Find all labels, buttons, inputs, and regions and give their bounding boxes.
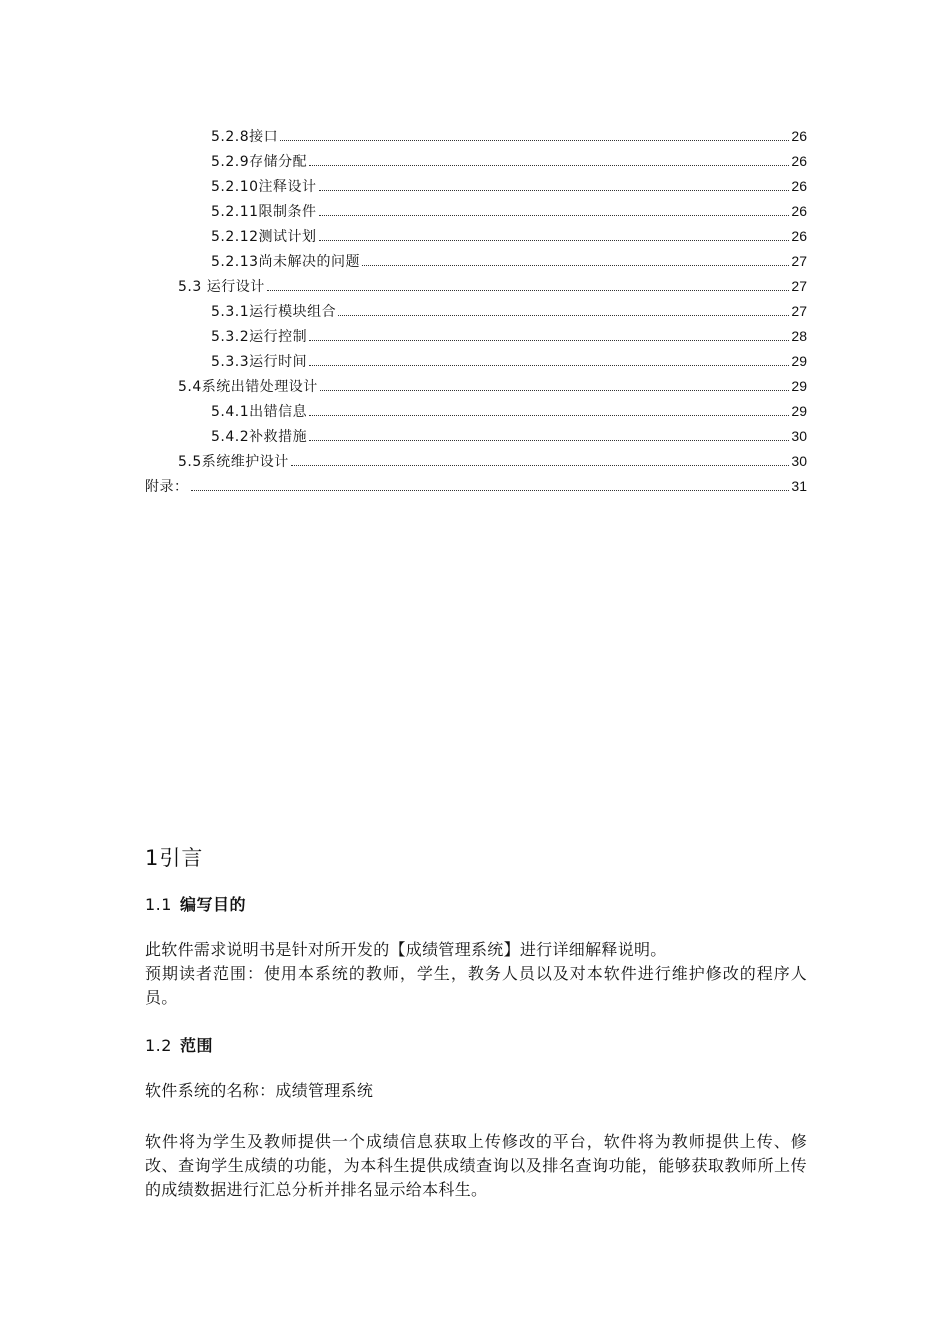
toc-entry-page: 28 xyxy=(791,328,807,344)
toc-entry[interactable] xyxy=(145,474,807,499)
paragraph-scope: 软件将为学生及教师提供一个成绩信息获取上传修改的平台，软件将为教师提供上传、修改、查询学生成绩的功能，为本科生提供成绩查询以及排名查询功能，能够获取教师所上传的成绩数据进行汇总分析并排名显示给本科生。 xyxy=(145,1132,807,1199)
toc-entry-page: 30 xyxy=(791,453,807,469)
toc-entry-page: 31 xyxy=(791,478,807,494)
toc-entry[interactable] xyxy=(145,274,807,299)
toc-entry-page: 29 xyxy=(791,403,807,419)
toc-leader-dots xyxy=(338,315,789,316)
paragraph-readers: 预期读者范围：使用本系统的教师，学生，教务人员以及对本软件进行维护修改的程序人员。 xyxy=(145,964,807,1007)
toc-entry-page: 26 xyxy=(791,228,807,244)
toc-entry[interactable] xyxy=(145,199,807,224)
toc-leader-dots xyxy=(309,415,789,416)
section-heading-1-1 xyxy=(145,893,246,917)
toc-entry[interactable] xyxy=(145,374,807,399)
toc-entry-label: 5.2.10注释设计 xyxy=(211,179,317,195)
toc-leader-dots xyxy=(320,390,790,391)
section-number: 1.1 xyxy=(145,895,172,914)
paragraph-system-name: 软件系统的名称：成绩管理系统 xyxy=(145,1081,374,1100)
toc-entry[interactable] xyxy=(145,124,807,149)
paragraph-purpose: 此软件需求说明书是针对所开发的【成绩管理系统】进行详细解释说明。 xyxy=(145,940,667,959)
toc-entry[interactable] xyxy=(145,449,807,474)
toc-entry-label: 5.4.1出错信息 xyxy=(211,404,308,420)
toc-entry-label: 5.3.1运行模块组合 xyxy=(211,304,337,320)
table-of-contents xyxy=(145,124,807,499)
toc-leader-dots xyxy=(319,240,790,241)
toc-entry-page: 27 xyxy=(791,278,807,294)
toc-entry-label: 5.3 运行设计 xyxy=(178,279,265,295)
toc-leader-dots xyxy=(309,165,789,166)
toc-entry-page: 29 xyxy=(791,353,807,369)
toc-leader-dots xyxy=(309,440,789,441)
toc-leader-dots xyxy=(267,290,790,291)
toc-entry-label: 5.2.12测试计划 xyxy=(211,229,317,245)
toc-entry-label: 5.2.13尚未解决的问题 xyxy=(211,254,361,270)
section-number: 1.2 xyxy=(145,1036,172,1055)
toc-leader-dots xyxy=(280,140,789,141)
toc-entry-label: 5.4系统出错处理设计 xyxy=(178,379,318,395)
toc-entry[interactable] xyxy=(145,399,807,424)
toc-leader-dots xyxy=(319,190,790,191)
section-title: 编写目的 xyxy=(179,895,246,914)
toc-entry-label: 5.3.3运行时间 xyxy=(211,354,308,370)
section-title: 范围 xyxy=(179,1036,213,1055)
toc-entry-page: 26 xyxy=(791,153,807,169)
toc-entry-page: 26 xyxy=(791,128,807,144)
section-heading-1-2 xyxy=(145,1034,213,1058)
toc-leader-dots xyxy=(319,215,790,216)
toc-leader-dots xyxy=(291,465,790,466)
toc-entry[interactable] xyxy=(145,174,807,199)
toc-entry[interactable] xyxy=(145,249,807,274)
toc-leader-dots xyxy=(191,490,790,491)
toc-entry-page: 30 xyxy=(791,428,807,444)
toc-leader-dots xyxy=(362,265,789,266)
toc-leader-dots xyxy=(309,340,789,341)
toc-entry-page: 27 xyxy=(791,303,807,319)
toc-entry-label: 附录： xyxy=(145,479,189,495)
toc-entry-label: 5.2.9存储分配 xyxy=(211,154,308,170)
toc-entry-page: 26 xyxy=(791,203,807,219)
chapter-heading: 1引言 xyxy=(145,846,204,870)
toc-entry-page: 26 xyxy=(791,178,807,194)
toc-entry[interactable] xyxy=(145,149,807,174)
toc-entry-label: 5.4.2补救措施 xyxy=(211,429,308,445)
toc-entry-label: 5.2.11限制条件 xyxy=(211,204,317,220)
toc-entry-label: 5.5系统维护设计 xyxy=(178,454,289,470)
toc-entry[interactable] xyxy=(145,349,807,374)
toc-entry[interactable] xyxy=(145,299,807,324)
toc-entry[interactable] xyxy=(145,424,807,449)
toc-entry[interactable] xyxy=(145,324,807,349)
toc-entry[interactable] xyxy=(145,224,807,249)
toc-entry-label: 5.3.2运行控制 xyxy=(211,329,308,345)
toc-entry-page: 29 xyxy=(791,378,807,394)
toc-entry-label: 5.2.8接口 xyxy=(211,129,279,145)
toc-entry-page: 27 xyxy=(791,253,807,269)
toc-leader-dots xyxy=(309,365,789,366)
